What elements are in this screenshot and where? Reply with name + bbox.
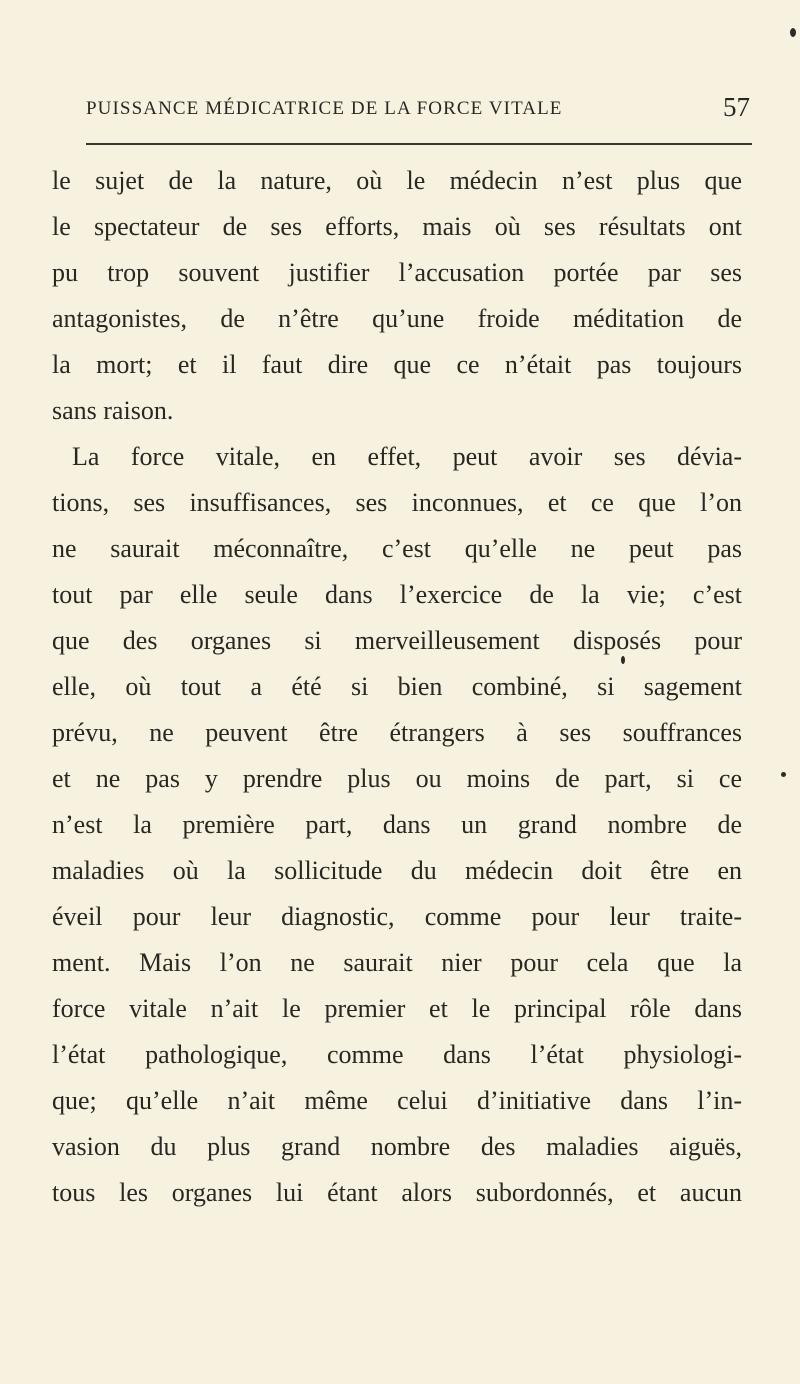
text-line: antagonistes, de n’être qu’une froide méditation de [52, 304, 742, 333]
text-line: tout par elle seule dans l’exercice de la vie; c’est [52, 580, 742, 609]
text-line: La force vitale, en effet, peut avoir ses dévia- [72, 442, 742, 471]
text-line: maladies où la sollicitude du médecin doit être en [52, 856, 742, 885]
text-line: la mort; et il faut dire que ce n’était pas toujours [52, 350, 742, 379]
text-line: tous les organes lui étant alors subordonnés, et aucun [52, 1178, 742, 1207]
text-line: elle, où tout a été si bien combiné, si sagement [52, 672, 742, 701]
text-line: ment. Mais l’on ne saurait nier pour cela que la [52, 948, 742, 977]
header-rule [86, 143, 752, 145]
text-line: et ne pas y prendre plus ou moins de part, si ce [52, 764, 742, 793]
page-number: 57 [723, 92, 750, 122]
body-text [52, 158, 742, 1216]
text-line: ne saurait méconnaître, c’est qu’elle ne peut pas [52, 534, 742, 563]
running-head [86, 92, 750, 130]
text-line: l’état pathologique, comme dans l’état physiologi- [52, 1040, 742, 1069]
text-line: force vitale n’ait le premier et le principal rôle dans [52, 994, 742, 1023]
text-line: que; qu’elle n’ait même celui d’initiative dans l’in- [52, 1086, 742, 1115]
text-line: pu trop souvent justifier l’accusation portée par ses [52, 258, 742, 287]
text-line: tions, ses insuffisances, ses inconnues, et ce que l’on [52, 488, 742, 517]
text-line: que des organes si merveilleusement disposés pour [52, 626, 742, 655]
ink-speck [781, 772, 786, 777]
text-line: prévu, ne peuvent être étrangers à ses souffrances [52, 718, 742, 747]
text-line: vasion du plus grand nombre des maladies aiguës, [52, 1132, 742, 1161]
ink-speck [621, 656, 625, 664]
text-line: n’est la première part, dans un grand nombre de [52, 810, 742, 839]
ink-speck [790, 28, 796, 37]
text-line: le sujet de la nature, où le médecin n’est plus que [52, 166, 742, 195]
text-line: sans raison. [52, 396, 174, 425]
text-line: le spectateur de ses efforts, mais où ses résultats ont [52, 212, 742, 241]
text-line: éveil pour leur diagnostic, comme pour leur traite- [52, 902, 742, 931]
running-title: PUISSANCE MÉDICATRICE DE LA FORCE VITALE [86, 98, 563, 119]
